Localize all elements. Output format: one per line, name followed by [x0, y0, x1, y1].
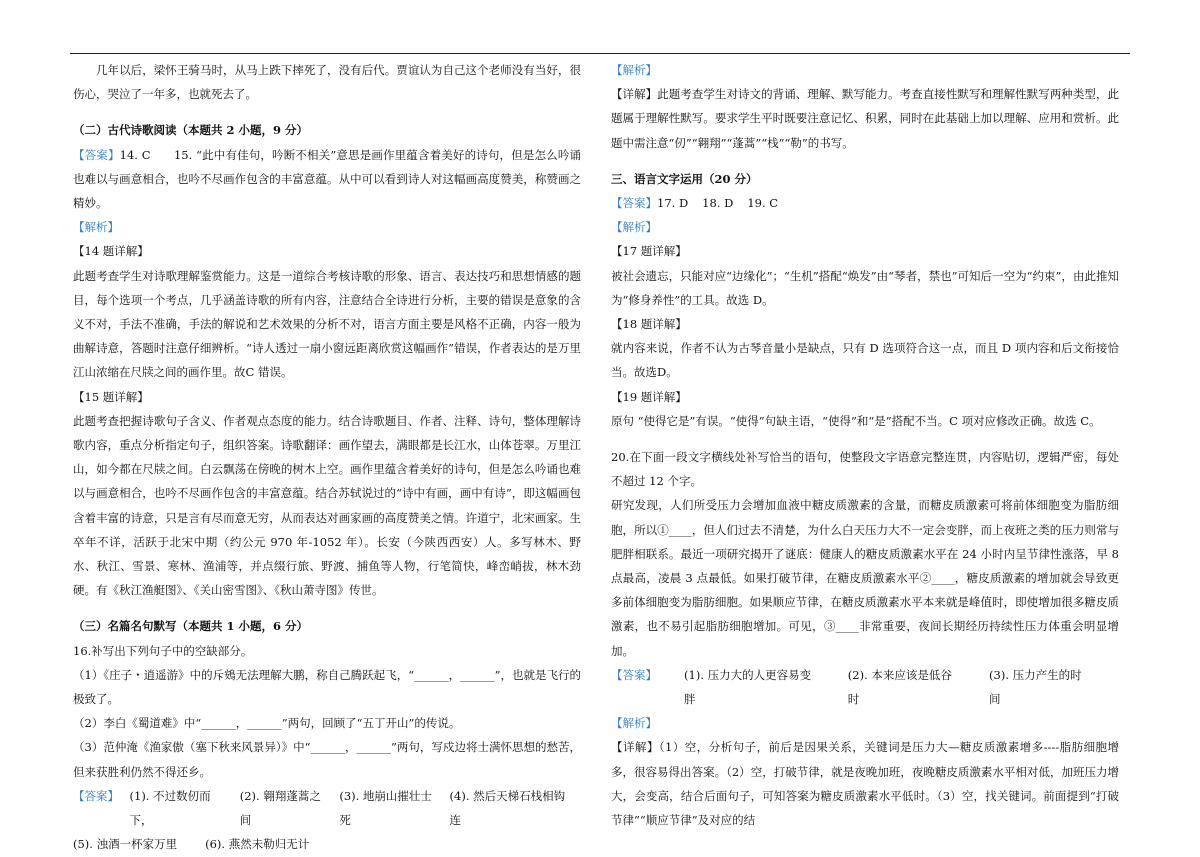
- top-rule: [70, 53, 1130, 54]
- answer-tag: 【答案】: [611, 196, 657, 211]
- q20-stem: 20.在下面一段文字横线处补写恰当的语句，使整段文字语意完整连贯，内容贴切，逻辑严密，每处不超过 12 个字。: [611, 450, 1119, 489]
- section-recitation-title: （三）名篇名句默写（本题共 1 小题，6 分）: [73, 619, 309, 634]
- answer-tag: 【答案】: [73, 788, 119, 803]
- q18-heading: 【18 题详解】: [611, 317, 687, 332]
- q16-stem: 16.补写出下列句子中的空缺部分。: [73, 643, 253, 658]
- q19-heading: 【19 题详解】: [611, 389, 687, 404]
- q16-answer-1: (1). 不过数仞而下，: [129, 788, 211, 828]
- q16-answer-3: (3). 地崩山摧壮士死: [339, 788, 432, 828]
- section-poetry-title: （二）古代诗歌阅读（本题共 2 小题，9 分）: [73, 123, 309, 138]
- q20-passage-part-1: 研究发现，人们所受压力会增加血液中糖皮质激素的含量，而糖皮质激素可将前体细胞变为脂肪细胞，所以: [611, 498, 1119, 537]
- q20-answer-1: (1). 压力大的人更容易变胖: [684, 667, 812, 707]
- q20-answer-2: (2). 本来应该是低谷时: [847, 667, 952, 707]
- q17-answer: 17. D: [657, 196, 689, 211]
- analysis-tag: 【解析】: [73, 220, 119, 235]
- q20-blank-2: ②____: [919, 571, 955, 586]
- analysis-tag: 【解析】: [611, 716, 657, 731]
- q20-answer-row: [611, 663, 1119, 711]
- q15-heading: 【15 题详解】: [73, 389, 149, 404]
- q20-passage-part-2: ，但人们过去不清楚，为什么白天压力大不一定会变胖，而上夜班之类的压力则常与肥胖相联系。最近一项研究揭开了谜底：健康人的糖皮质激素水平在 24 小时内呈节律性涨落，早 8 点最高，凌晨 3 点最低。如果打破节律，在糖皮质激素水平: [611, 522, 1120, 586]
- analysis-tag: 【解析】: [611, 220, 657, 235]
- q16-answer-6: (6). 燕然未勒归无计: [205, 837, 310, 852]
- q19-answer: 19. C: [747, 196, 779, 211]
- q20-passage-part-3: ，糖皮质激素的增加就会导致更多前体细胞变为脂肪细胞。如果顺应节律，在糖皮质激素水平本来就是峰值时，即使增加很多糖皮质激素，也不易引起脂肪细胞增加。可见，: [611, 571, 1120, 634]
- answer-tag: 【答案】: [73, 147, 120, 162]
- q20-blank-1: ①____: [657, 522, 692, 537]
- q16-item-1: （1）《庄子・逍遥游》中的斥鴳无法理解大鹏，称自己腾跃起飞，“______，______”，也就是飞行的极致了。: [73, 667, 581, 707]
- intro-paragraph: 几年以后，梁怀王骑马时，从马上跌下摔死了，没有后代。贾谊认为自己这个老师没有当好，很伤心，哭泣了一年多，也就死去了。: [73, 63, 581, 102]
- poetry-answer-text: 14. C 15. “此中有佳句，吟断不相关”意思是画作里蕴含着美好的诗句，但是怎么吟诵也难以与画意相合，也吟不尽画作包含的丰富意蕴。从中可以看到诗人对这幅画高度赞美，称赞画之精妙。: [73, 147, 581, 211]
- left-column: [73, 58, 581, 857]
- section-language-title: 三、语言文字运用（20 分）: [611, 171, 758, 186]
- q14-heading: 【14 题详解】: [73, 244, 149, 259]
- q16-answer-row-1: [73, 784, 581, 832]
- right-column: [611, 58, 1119, 832]
- q20-passage: [611, 493, 1119, 662]
- q20-passage-part-4: 非常重要，夜间长期经历持续性压力体重会明显增加。: [611, 619, 1120, 658]
- q16-item-2: （2）李白《蜀道难》中“______，______”两句，回顾了“五丁开山”的传说。: [73, 716, 461, 731]
- q18-answer: 18. D: [702, 196, 734, 211]
- q16-detail: 【详解】此题考查学生对诗文的背诵、理解、默写能力。考查直接性默写和理解性默写两种类型，此题属于理解性默写。要求学生平时既要注意记忆、积累，同时在此基础上加以理解、应用和赏析。此题中需注意“仞”“翱翔”“蓬蒿”“栈”“勒”的书写。: [611, 87, 1119, 150]
- analysis-tag: 【解析】: [611, 63, 657, 77]
- q20-detail: 【详解】（1）空，分析句子，前后是因果关系，关键词是压力大—糖皮质激素增多----脂肪细胞增多，很容易得出答案。（2）空，打破节律，就是夜晚加班，夜晚糖皮质激素水平相对低，加班压力增大，会变高，结合后面句子，可知答案为糖皮质激素水平低时。（3）空，找关键词。前面提到“打破节律”“顺应节律”及对应的结: [611, 740, 1119, 828]
- q16-answer-5: (5). 浊酒一杯家万里: [73, 837, 178, 852]
- q20-answer-3: (3). 压力产生的时间: [989, 667, 1082, 707]
- q14-detail: 此题考查学生对诗歌理解鉴赏能力。这是一道综合考核诗歌的形象、语言、表达技巧和思想情感的题目，每个选项一个考点，几乎涵盖诗歌的所有内容，注意结合全诗进行分析，主要的错误是意象的含义不对，手法不准确，手法的解说和艺术效果的分析不对，语言方面主要是风格不正确，内容一般为曲解诗意，答题时注意仔细辨析。“诗人透过一扇小窗远距离欣赏这幅画作”错误，作者表达的是万里江山浓缩在尺牍之间的画作里。故C 错误。: [73, 268, 581, 380]
- q16-item-3: （3）范仲淹《渔家傲（塞下秋来风景异）》中“______，______”两句，写戍边将士满怀思想的愁苦，但来获胜利仍然不得还乡。: [73, 740, 581, 779]
- language-answer-row: [611, 191, 1119, 215]
- q16-answer-2: (2). 翱翔蓬蒿之间: [239, 788, 321, 828]
- answer-tag: 【答案】: [611, 667, 657, 682]
- q20-blank-3: ③____: [823, 619, 859, 634]
- q16-answer-row-2: [73, 832, 581, 856]
- poetry-answer: [73, 143, 581, 216]
- q15-detail: 此题考查把握诗歌句子含义、作者观点态度的能力。结合诗歌题目、作者、注释、诗句，整体理解诗歌内容，重点分析指定句子，组织答案。诗歌翻译：画作望去，满眼都是长江水，山体苍翠。万里江山，如今都在尺牍之间。白云飘荡在傍晚的树木上空。画作里蕴含着美好的诗句，但是怎么吟诵也难以与画意相合，也吟不尽画作包含的丰富意蕴。结合苏轼说过的“诗中有画，画中有诗”，即这幅画包含着丰富的诗意，只是言有尽而意无穷，从而表达对画家画的高度赞美之情。许道宁，北宋画家。生卒年不详，活跃于北宋中期（约公元 970 年-1052 年）。长安（今陕西西安）人。多写林木、野水、秋江、雪景、寒林、渔浦等，并点缀行旅、野渡、捕鱼等人物，行笔简快，峰峦峭拔，林木劲硬。有《秋江渔艇图》、《关山密雪图》、《秋山萧寺图》传世。: [73, 413, 581, 598]
- q18-detail: 就内容来说，作者不认为古琴音量小是缺点，只有 D 选项符合这一点，而且 D 项内容和后文衔接恰当。故选D。: [611, 341, 1119, 380]
- q19-detail: 原句 “使得它是”有误。“使得”句缺主语，“使得”和“是”搭配不当。C 项对应修改正确。故选 C。: [611, 413, 1101, 428]
- q17-heading: 【17 题详解】: [611, 244, 687, 259]
- q17-detail: 被社会遗忘，只能对应“边缘化”；“生机”搭配“焕发”由“琴者，禁也”可知后一空为“约束”，由此推知为“修身养性”的工具。故选 D。: [611, 268, 1119, 307]
- q16-answer-4: (4). 然后天梯石栈相钩连: [449, 788, 566, 828]
